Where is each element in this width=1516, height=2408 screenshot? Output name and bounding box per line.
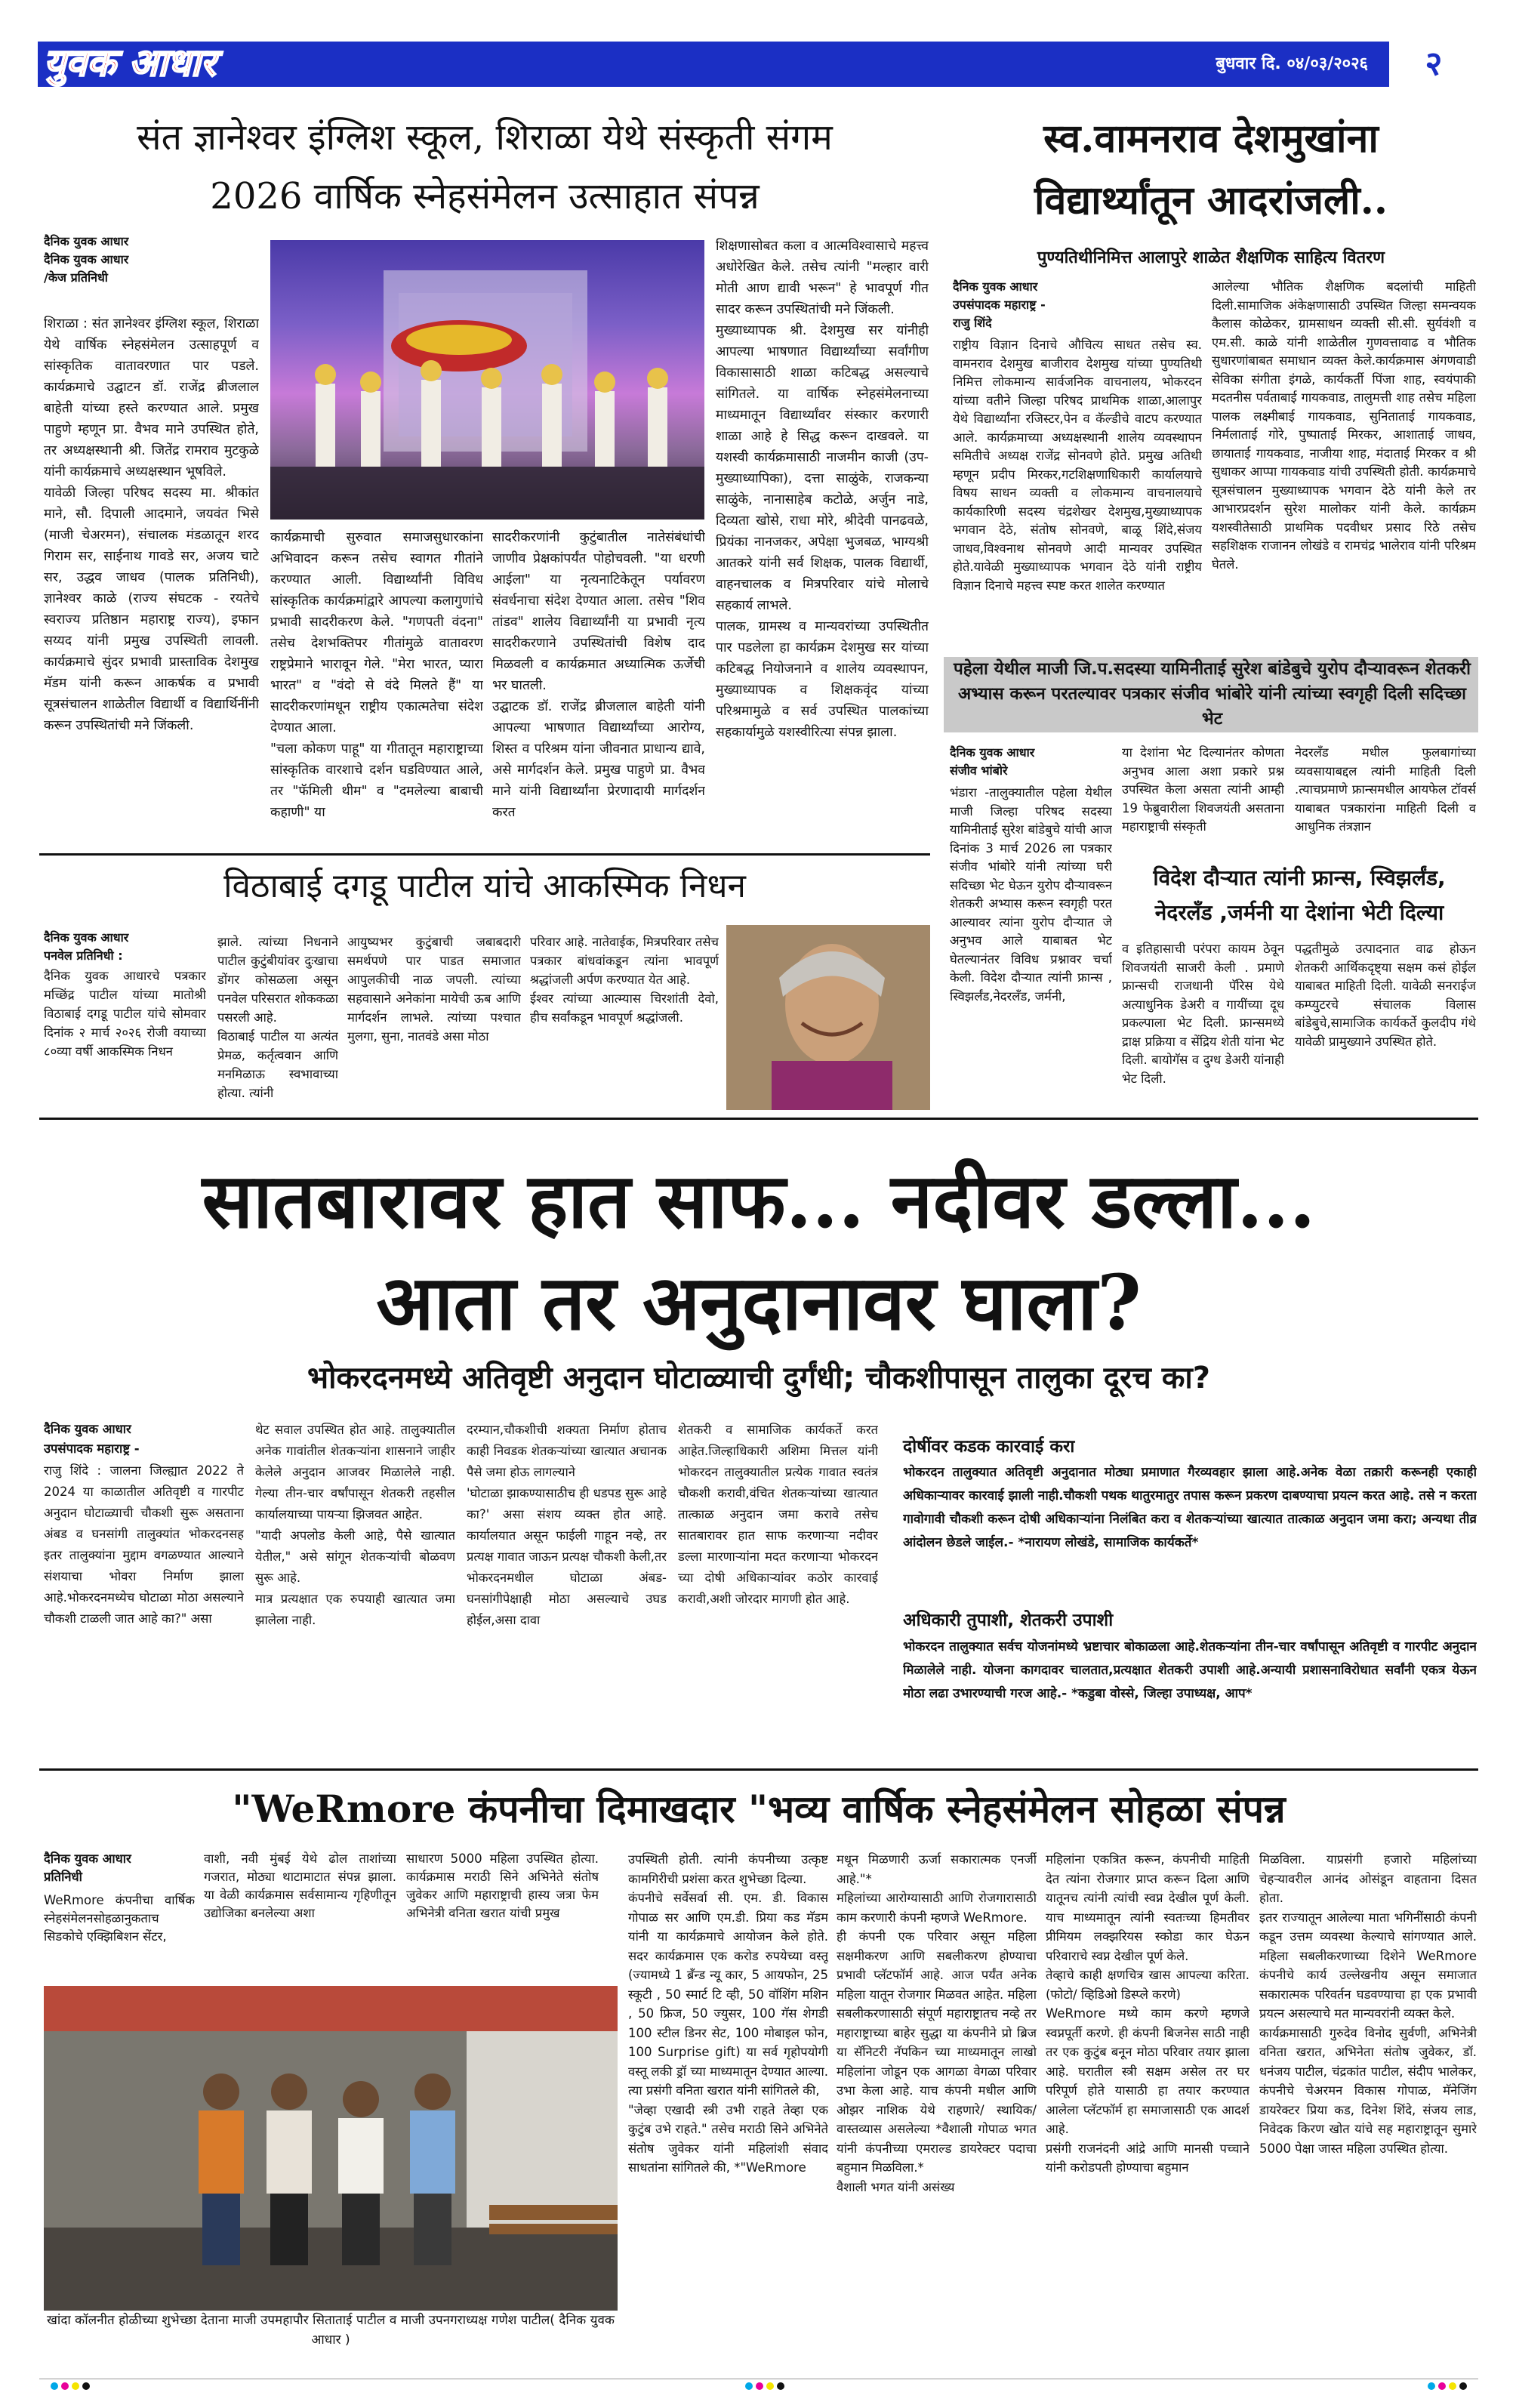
- a3-col3: नेदरलँड मधील फुलबागांच्या व्यवसायाबद्दल त्यांनी माहिती दिली .त्याचप्रमाणे फ्रान्समधील आयफेल टॉवर्स याबाबत पत्रकारांना माहिती दिली व आधुनिक तंत्रज्ञान: [1295, 745, 1476, 834]
- a6-col4: उपस्थिती होती. त्यांनी कंपनीच्या उत्कृष्ट कामगिरीची प्रशंसा करत शुभेच्छा दिल्या. कंपनीचे सर्वेसर्वा सी. एम. डी. विकास गोपाळ सर आणि एम.डी. प्रिया कड मॅडम यांनी या कार्यक्रमाचे आयोजन केले होते. सदर कार्यक्रमास एक करोड रुपयेच्या वस्तू (ज्यामध्ये 1 ब्रँन्ड न्यू कार, 5 आयफोन, 25 स्कूटी , 50 स्मार्ट टि व्ही, 50 वॉशिंग मशिन , 50 फ्रिज, 50 ज्युसर, 100 गॅस शेगडी 100 स्टील डिनर सेट, 100 मोबाइल फोन, 100 Surprise gift) या सर्व गृहोपयोगी वस्तू लकी ड्रॉ च्या माध्यमातून देण्यात आल्या. त्या प्रसंगी वनिता खरात यांनी सांगितले की, "जेव्हा एखादी स्त्री उभी राहते तेव्हा एक कुटुंब उभे राहते." तसेच मराठी सिने अभिनेते संतोष जुवेकर यांनी महिलांशी संवाद साधतांना सांगितले की, *"WeRmore: [628, 1852, 828, 2175]
- a5-headline-line2: आता तर अनुदानावर घाला?: [376, 1258, 1142, 1347]
- a1-col2: कार्यक्रमाची सुरुवात समाजसुधारकांना अभिवादन करून तसेच स्वागत गीतांने करण्यात आली. विद्यार्थ्यांनी विविध सांस्कृतिक कार्यक्रमांद्वारे आपल्या कलागुणांचे प्रभावी सादरीकरण केले. "गणपती वंदना" तसेच देशभक्तिपर गीतांमुळे वातावरण राष्ट्रप्रेमाने भारावून गेले. "मेरा भारत, प्यारा भारत" व "वंदो से वंदे मिलते हैं" या सादरीकरणांमधून राष्ट्रीय एकात्मतेचा संदेश देण्यात आला. "चला कोकण पाहू" या गीतातून महाराष्ट्राच्या सांस्कृतिक वारशाचे दर्शन घडविण्यात आले, तर "फॅमिली थीम" व "दमलेल्या बाबाची कहाणी" या: [270, 530, 483, 820]
- a1-bottom-divider: [39, 1118, 1478, 1120]
- a2-col1: राष्ट्रीय विज्ञान दिनाचे औचित्य साधत तसेच स्व. वामनराव देशमुख बाजीराव देशमुख यांच्या पुण्यतिथी निमित्त लोकमान्य सार्वजनिक वाचनालय, भोकरदन यांच्या वतीने जिल्हा परिषद प्राथमिक शाळा,आलापुर येथे विद्यार्थ्यांना रजिस्टर,पेन व कॅल्डीचे वाटप करण्यात आले. कार्यक्रमाच्या अध्यक्षस्थानी शालेय व्यवस्थापन समितीचे अध्यक्ष राजेंद्र सोनवणे होते. प्रमुख अतिथी म्हणून प्रदीप मिरकर,गटशिक्षणाधिकारी कार्यालयाचे विषय साधन व्यक्ती व लोकमान्य वाचनालयाचे कार्यकारिणी सदस्य चंद्रशेखर देशमुख,मुख्याध्यापक भगवान देठे, संतोष सोनवणे, बाळू शिंदे,संजय जाधव,विश्वनाथ सोनवणे आदी मान्यवर उपस्थित होते.यावेळी मुख्याध्यापक भगवान देठे यांनी राष्ट्रीय विज्ञान दिनाचे महत्त्व स्पष्ट करत शालेत करण्यात: [953, 338, 1202, 593]
- a6-col3: साधारण 5000 महिला उपस्थित होत्या. कार्यक्रमास मराठी सिने अभिनेते संतोष जुवेकर आणि महाराष्ट्राची हास्य जत्रा फेम अभिनेत्री वनिता खरात यांची प्रमुख: [406, 1851, 599, 1920]
- a6-photo-caption: खांदा कॉलनीत होळीच्या शुभेच्छा देताना माजी उपमहापौर सिताताई पाटील व माजी उपनगराध्यक्ष गणेश पाटील( दैनिक युवक आधार ): [47, 2313, 615, 2348]
- a3-col2: या देशांना भेट दिल्यानंतर कोणता अनुभव आला अशा प्रकारे प्रश्न उपस्थित केला असता त्यांनी आम्ही 19 फेब्रुवारीला शिवजयंती असताना महाराष्ट्राची संस्कृती: [1122, 745, 1284, 834]
- a3-title: पहेला येथील माजी जि.प.सदस्या यामिनीताई सुरेश बांडेबुचे युरोप दौऱ्यावरून शेतकरी अभ्यास करून परतल्यावर पत्रकार संजीव भांबोरे यांनी त्यांच्या स्वगृही दिली सदिच्छा भेट: [954, 659, 1471, 729]
- a3-col3b: पद्धतीमुळे उत्पादनात वाढ होऊन शेतकरी आर्थिकदृष्ट्या सक्षम कसं होईल याबाबत माहिती दिली. यावेळी सनराईज कम्प्युटरचे संचालक विलास बांडेबुचे,सामाजिक कार्यकर्ते कुलदीप गंथे यावेळी प्रामुख्याने उपस्थित होते.: [1295, 942, 1476, 1049]
- a3-byline: दैनिक युवक आधार संजीव भांबोरे: [950, 745, 1035, 778]
- a6-byline: दैनिक युवक आधार प्रतिनिधी: [44, 1851, 131, 1884]
- a4-col4: परिवार आहे. नातेवाईक, मित्रपरिवार तसेच पत्रकार बांधवांकडून त्यांना भावपूर्ण श्रद्धांजली अर्पण करण्यात येत आहे. ईश्वर त्यांच्या आत्म्यास चिरशांती देवो, हीच सर्वांकडून भावपूर्ण श्रद्धांजली.: [530, 935, 719, 1025]
- a4-title: विठाबाई दगडू पाटील यांचे आकस्मिक निधन: [223, 867, 746, 905]
- a1-col1: शिराळा : संत ज्ञानेश्वर इंग्लिश स्कूल, शिराळा येथे वार्षिक स्नेहसंमेलन उत्साहपूर्ण व सांस्कृतिक वातावरणात पार पडले. कार्यक्रमाचे उद्घाटन डॉ. राजेंद्र ब्रीजलाल बाहेती यांच्या हस्ते करण्यात आले. प्रमुख पाहुणे म्हणून प्रा. वैभव माने उपस्थित होते, तर अध्यक्षस्थानी श्री. जितेंद्र रामराव मुटकुळे यांनी कार्यक्रमाचे अध्यक्षस्थान भूषविले. यावेळी जिल्हा परिषद सदस्य मा. श्रीकांत माने, सौ. दिपाली आदमाने, जयवंत भिसे (माजी चेअरमन), संचालक मंडळातून शरद गिराम सर, साईनाथ गावडे सर, अजय चाटे सर, उद्धव जाधव (पालक प्रतिनिधी), ज्ञानेश्वर काळे (राज्य संघटक - रयतेचे स्वराज्य प्रतिष्ठान महाराष्ट्र राज्य), इफान सय्यद यांनी प्रमुख उपस्थिती लावली. कार्यक्रमाचे सुंदर प्रभावी प्रास्ताविक देशमुख मॅडम यांनी करून आकर्षक व प्रभावी सूत्रसंचालन शाळेतील विद्यार्थी व विद्यार्थिनींनी करून उपस्थितांची मने जिंकली.: [44, 316, 259, 733]
- a4-col1: दैनिक युवक आधारचे पत्रकार मच्छिंद्र पाटील यांच्या मातोश्री विठाबाई दगडू पाटील यांचे सोमवार दिनांक २ मार्च २०२६ रोजी वयाच्या ८०व्या वर्षी आकस्मिक निधन: [44, 969, 206, 1059]
- a5-box2-text: भोकरदन तालुक्यात सर्वच योजनांमध्ये भ्रष्टाचार बोकाळला आहे.शेतकऱ्यांना तीन-चार वर्षांपासून अतिवृष्टी व गारपीट अनुदान मिळालेले नाही. योजना कागदावर चालतात,प्रत्यक्षात शेतकरी उपाशी आहे.अन्यायी प्रशासनाविरोधात सर्वांनी एकत्र येऊन मोठा लढा उभारण्याची गरज आहे.- *कडुबा वोस्से, जिल्हा उपाध्यक्ष, आप*: [903, 1639, 1477, 1701]
- a5-headline-line1: सातबारावर हात साफ... नदीवर डल्ला...: [202, 1156, 1316, 1245]
- registration-marks: [39, 2379, 1478, 2389]
- masthead-logo: युवक आधार: [44, 41, 216, 85]
- a1-col4: शिक्षणासोबत कला व आत्मविश्वासाचे महत्त्व अधोरेखित केले. तसेच त्यांनी "मल्हार वारी मोती आण द्यावी भरून" हे भावपूर्ण गीत सादर करून उपस्थितांची मने जिंकली. मुख्याध्यापक श्री. देशमुख सर यांनीही आपल्या भाषणात विद्यार्थ्यांच्या सर्वांगीण विकासासाठी शाळा कटिबद्ध असल्याचे सांगितले. या वार्षिक स्नेहसंमेलनाच्या माध्यमातून विद्यार्थ्यांवर संस्कार करणारी शाळा आहे हे सिद्ध करून दाखवले. या यशस्वी कार्यक्रमासाठी नाजमीन काजी (उप- मुख्याध्यापिका), दत्ता साळुंके, राजकन्या साळुंके, नानासाहेब कटोळे, अर्जुन नाडे, दिव्यता खोसे, राधा मोरे, श्रीदेवी पानढवळे, प्रियंका नानजकर, अपेक्षा भुजबळ, भाग्यश्री आतकरे यांनी सर्व शिक्षक, पालक विद्यार्थी, वाहनचालक व मित्रपरिवार यांचे मोलाचे सहकार्य लाभले. पालक, ग्रामस्थ व मान्यवरांच्या उपस्थितीत पार पडलेला हा कार्यक्रम देशमुख सर यांच्या कटिबद्ध नियोजनाने व शालेय व्यवस्थापन, मुख्याध्यापक व शिक्षकवृंद यांच्या परिश्रमामुळे व सर्व उपस्थित पालकांच्या सहकार्यामुळे यशस्वीरित्या संपन्न झाला.: [716, 239, 929, 740]
- a2-title-line1: स्व.वामनराव देशमुखांना: [1043, 116, 1379, 162]
- a2-col2: आलेल्या भौतिक शैक्षणिक बदलांची माहिती दिली.सामाजिक अंकेक्षणासाठी उपस्थित जिल्हा समन्वयक कैलास कोळेकर, ग्रामसाधन व्यक्ती सी.सी. सुर्यवंशी व एम.सी. काळे यांनी शाळेतील गुणवत्तावाढ व भौतिक सुधारणांबाबत समाधान व्यक्त केले.कार्यक्रमास अंगणवाडी सेविका संगीता इंगळे, कार्यकर्ती पिंजा शाह, स्वयंपाकी मदतनीस पर्वताबाई गायकवाड, तालुमत्ती शाह तसेच महिला पालक लक्ष्मीबाई गायकवाड, सुनिताताई गायकवाड, निर्मलाताई गोरे, पुष्पाताई मिरकर, आशाताई जाधव, छायाताई गायकवाड, नाजीया शाह, मंदाताई मिरकर व श्री सुधाकर आप्पा गायकवाड यांची उपस्थिती होती. कार्यक्रमाचे सूत्रसंचालन मुख्याध्यापक भगवान देठे यांनी केले तर आभारप्रदर्शन सुरेश मालोकर यांनी केले. कार्यक्रम यशस्वीतेसाठी प्राथमिक पदवीधर प्रसाद रिठे तसेच सहशिक्षक राजानन लोखंडे व रामचंद्र भालेराव यांनी परिश्रम घेतले.: [1212, 279, 1476, 572]
- masthead-date: बुधवार दि. ०४/०३/२०२६: [1216, 54, 1368, 73]
- a1-title-line1: संत ज्ञानेश्वर इंग्लिश स्कूल, शिराळा येथे संस्कृती संगम: [137, 116, 833, 159]
- a5-byline: दैनिक युवक आधार उपसंपादक महाराष्ट्र -: [44, 1422, 140, 1456]
- a6-col6: महिलांना एकत्रित करून, कंपनीची माहिती देत त्यांना रोजगार प्राप्त करून दिला आणि यातूनच त्यांनी त्यांची स्वप्न देखील पूर्ण केली. याच माध्यमातून त्यांनी स्वतःच्या हिमतीवर प्रीमियम लक्झरियस स्कोडा कार घेऊन परिवाराचे स्वप्न देखील पूर्ण केले. तेव्हाचे काही क्षणचित्र खास आपल्या करिता. (फोटो/ व्हिडिओ डिस्प्ले करणे) WeRmore मध्ये काम करणे म्हणजे स्वप्नपूर्ती करणे. ही कंपनी बिजनेस साठी नाही तर एक कुटुंब बनून मोठा परिवार तयार झाला आहे. घरातील स्त्री सक्षम असेल तर घर परिपूर्ण होते यासाठी हा तयार करण्यात आलेला प्लॅटफॉर्म हा समाजासाठी एक आदर्श आहे. प्रसंगी राजनंदनी आंद्रे आणि मानसी पच्चाने यांनी करोडपती होण्याचा बहुमान: [1046, 1852, 1249, 2175]
- page-number: २: [1389, 42, 1478, 87]
- a5-box2-title: अधिकारी तुपाशी, शेतकरी उपाशी: [903, 1611, 1114, 1630]
- a4-col2: झाले. त्यांच्या निधनाने पाटील कुटुंबीयांवर दुःखाचा डोंगर कोसळला असून पनवेल परिसरात शोककळा पसरली आहे. विठाबाई पाटील या अत्यंत प्रेमळ, कर्तृत्ववान आणि मनमिळाऊ स्वभावाच्या होत्या. त्यांनी: [217, 935, 338, 1100]
- a2-byline: दैनिक युवक आधार उपसंपादक महाराष्ट्र - राजु शिंदे: [953, 279, 1046, 330]
- a1-title-line2: 2026 वार्षिक स्नेहसंमेलन उत्साहात संपन्न: [210, 175, 760, 217]
- a6-title: "WeRmore कंपनीचा दिमाखदार "भव्य वार्षिक स्नेहसंमेलन सोहळा संपन्न: [232, 1787, 1286, 1831]
- a3-col2b: व इतिहासाची परंपरा कायम ठेवून शिवजयंती साजरी केली . प्रमाणे फ्रान्सची राजधानी पॅरिस येथे अत्याधुनिक डेअरी व गायींच्या दूध प्रकल्पाला भेट दिली. फ्रान्समध्ये द्राक्ष प्रक्रिया व सेंद्रिय शेती यांना भेट दिली. बायोगॅस व दुग्ध डेअरी यांनाही भेट दिली.: [1122, 942, 1284, 1086]
- a3-box-title: विदेश दौऱ्यात त्यांनी फ्रान्स, स्विझर्लंड, नेदरलँड ,जर्मनी या देशांना भेटी दिल्या: [1153, 865, 1446, 925]
- a4-portrait-photo: [726, 925, 930, 1110]
- a5-box1-text: भोकरदन तालुक्यात अतिवृष्टी अनुदानात मोठ्या प्रमाणात गैरव्यवहार झाला आहे.अनेक वेळा तक्रारी करूनही एकाही अधिकाऱ्यावर कारवाई झाली नाही.चौकशी पथक थातुरमातुर तपास करून प्रकरण दाबण्याचा प्रयत्न करत आहे. तसे न करता गावोगावी चौकशी करून दोषी अधिकाऱ्यांना निलंबित करा व शेतकऱ्यांच्या खात्यात तात्काळ अनुदान जमा करा; अन्यथा तीव्र आंदोलन छेडले जाईल.- *नारायण लोखंडे, सामाजिक कार्यकर्ते*: [903, 1465, 1477, 1550]
- a2-subtitle: पुण्यतिथीनिमित्त आलापुरे शाळेत शैक्षणिक साहित्य वितरण: [1037, 248, 1385, 267]
- a1-event-photo: [270, 240, 704, 520]
- a5-box1-title: दोषींवर कडक कारवाई करा: [903, 1437, 1075, 1457]
- a5-col2: थेट सवाल उपस्थित होत आहे. तालुक्यातील अनेक गावांतील शेतकऱ्यांना शासनाने जाहीर केलेले अनुदान आजवर मिळालेले नाही. गेल्या तीन-चार वर्षांपासून शेतकरी तहसील कार्यालयाच्या पायऱ्या झिजवत आहेत. "यादी अपलोड केली आहे, पैसे खात्यात येतील," असे सांगून शेतकऱ्यांची बोळवण सुरू आहे. मात्र प्रत्यक्षात एक रुपयाही खात्यात जमा झालेला नाही.: [255, 1423, 455, 1627]
- a6-col5: मधून मिळणारी ऊर्जा सकारात्मक एनर्जी आहे."* महिलांच्या आरोग्यासाठी आणि रोजगारासाठी काम करणारी कंपनी म्हणजे WeRmore. ही कंपनी एक परिवार असून महिला सक्षमीकरण आणि सबलीकरण होण्याचा प्रभावी प्लॅटफॉर्म आहे. आज पर्यंत अनेक महिला यातून रोजगार मिळवत आहेत. महिला सबलीकरणासाठी संपूर्ण महाराष्ट्रातच नव्हे तर महाराष्ट्राच्या बाहेर सुद्धा या कंपनीने प्रो ब्रिज या सॅनिटरी नॅपकिन च्या माध्यमातून लाखो महिलांना जोडून एक आगळा वेगळा परिवार उभा केला आहे. याच कंपनी मधील आणि ओझर नाशिक येथे राहणारे/ स्थायिक/ वास्तव्यास असलेल्या *वैशाली गोपाळ भगत यांनी कंपनीच्या एमराल्ड डायरेक्टर पदाचा बहुमान मिळविला.* वैशाली भगत यांनी असंख्य: [837, 1852, 1037, 2194]
- a6-col1: WeRmore कंपनीचा वार्षिक स्नेहसंमेलनसोहळानुकताच सिडकोचे एक्झिबिशन सेंटर,: [44, 1893, 195, 1944]
- a4-divider: [39, 853, 930, 856]
- a4-byline: दैनिक युवक आधार पनवेल प्रतिनिधी :: [44, 930, 129, 963]
- a6-col7: मिळविला. याप्रसंगी हजारो महिलांच्या चेहऱ्यावरील आनंद ओसंडून वाहताना दिसत होता. इतर राज्यातून आलेल्या माता भगिनींसाठी कंपनी कडून उत्तम व्यवस्था केल्याचे सांगण्यात आले. महिला सबलीकरणाच्या दिशेने WeRmore कंपनीचे कार्य उल्लेखनीय असून समाजात सकारात्मक परिवर्तन घडवण्याचा हा एक प्रभावी प्रयत्न असल्याचे मत मान्यवरांनी व्यक्त केले. कार्यक्रमासाठी गुरुदेव विनोद सुर्वणी, अभिनेत्री वनिता खरात, अभिनेता संतोष जुवेकर, डॉ. धनंजय पाटील, चंद्रकांत पाटील, संदीप भालेकर, कंपनीचे चेअरमन विकास गोपाळ, मॅनेजिंग डायरेक्टर प्रिया कड, दिनेश शिंदे, संजय लाड, निवेदक किरण खोत यांचे सह महाराष्ट्रातून सुमारे 5000 पेक्षा जास्त महिला उपस्थित होत्या.: [1259, 1852, 1477, 2156]
- a6-col2: वाशी, नवी मुंबई येथे ढोल ताशांच्या गजरात, मोठ्या थाटामाटात संपन्न झाला. या वेळी कार्यक्रमास सर्वसामान्य गृहिणीतून उद्योजिका बनलेल्या अशा: [204, 1851, 396, 1920]
- a4-col3: आयुष्यभर कुटुंबाची जबाबदारी समर्थपणे पार पाडत समाजात आपुलकीची नाळ जपली. त्यांच्या सहवासाने अनेकांना मायेची ऊब आणि मार्गदर्शन लाभले. त्यांच्या पश्चात मुलगा, सुना, नातवंडे असा मोठा: [347, 935, 521, 1044]
- a5-col1: राजु शिंदे : जालना जिल्ह्यात 2022 ते 2024 या काळातील अतिवृष्टी व गारपीट अनुदान घोटाळ्याची चौकशी सुरू असताना अंबड व घनसांगी तालुक्यांत भोकरदनसह इतर तालुक्यांना मुद्दाम वगळण्यात आल्याने संशयाचा भोवरा निर्माण झाला आहे.भोकरदनमध्येच घोटाळा मोठा असल्याने चौकशी टाळली जात आहे का?" असा: [44, 1463, 244, 1626]
- a5-col3: दरम्यान,चौकशीची शक्यता निर्माण होताच काही निवडक शेतकऱ्यांच्या खात्यात अचानक पैसे जमा होऊ लागल्याने 'घोटाळा झाकण्यासाठीच ही धडपड सुरू आहे का?' असा संशय व्यक्त होत आहे. कार्यालयात असून फाईली गाहून नव्हे, तर प्रत्यक्ष गावात जाऊन प्रत्यक्ष चौकशी केली,तर भोकरदनमधील घोटाळा अंबड-घनसांगीपेक्षाही मोठा असल्याचे उघड होईल,असा दावा: [467, 1423, 667, 1627]
- a2-title-line2: विद्यार्थ्यांतून आदरांजली..: [1034, 177, 1388, 224]
- a5-bottom-divider: [39, 1768, 1478, 1771]
- a5-col4: शेतकरी व सामाजिक कार्यकर्ते करत आहेत.जिल्हाधिकारी अशिमा मित्तल यांनी भोकरदन तालुक्यातील प्रत्येक गावात स्वतंत्र चौकशी करावी,वंचित शेतकऱ्यांच्या खात्यात तात्काळ अनुदान जमा करावे तसेच सातबारावर हात साफ करणाऱ्या नदीवर डल्ला मारणाऱ्यांना मदत करणाऱ्या भोकरदन च्या दोषी अधिकाऱ्यांवर कठोर कारवाई करावी,अशी जोरदार मागणी होत आहे.: [678, 1423, 878, 1606]
- a6-group-photo: [44, 1986, 618, 2311]
- a3-col1: भंडारा -तालुक्यातील पहेला येथील माजी जिल्हा परिषद सदस्या यामिनीताई सुरेश बांडेबुचे यांची आज दिनांक 3 मार्च 2026 ला पत्रकार संजीव भांबोरे यांनी त्यांच्या घरी सदिच्छा भेट घेऊन युरोप दौऱ्यावरून शेतकरी अभ्यास करून स्वगृही परत आल्यावर त्यांना युरोप दौऱ्यात जे अनुभव आले याबाबत भेट घेतल्यानंतर विविध प्रश्नावर चर्चा केली. विदेश दौऱ्यात त्यांनी फ्रान्स , स्विझर्लंड,नेदरलँड, जर्मनी,: [950, 785, 1112, 1004]
- a5-subheadline: भोकरदनमध्ये अतिवृष्टी अनुदान घोटाळ्याची दुर्गंधी; चौकशीपासून तालुका दूरच का?: [307, 1361, 1210, 1395]
- a1-col3: सादरीकरणांनी कुटुंबातील नातेसंबंधांची जाणीव प्रेक्षकांपर्यंत पोहोचवली. "या धरणी आईला" या नृत्यनाटिकेतून पर्यावरण संवर्धनाचा संदेश देण्यात आला. तसेच "शिव तांडव" शालेय विद्यार्थ्यांनी या प्रभावी नृत्य सादरीकरणाने उपस्थितांची विशेष दाद मिळवली व कार्यक्रमात अध्यात्मिक ऊर्जेची भर घातली. उद्घाटक डॉ. राजेंद्र ब्रीजलाल बाहेती यांनी आपल्या भाषणात विद्यार्थ्यांच्या आरोग्य, शिस्त व परिश्रम यांना जीवनात प्राधान्य द्यावे, असे मार्गदर्शन केले. प्रमुख पाहुणे प्रा. वैभव माने यांनी विद्यार्थ्यांना प्रेरणादायी मार्गदर्शन करत: [492, 530, 705, 820]
- a1-byline: दैनिक युवक आधार दैनिक युवक आधार /केज प्रतिनिधी: [44, 234, 129, 285]
